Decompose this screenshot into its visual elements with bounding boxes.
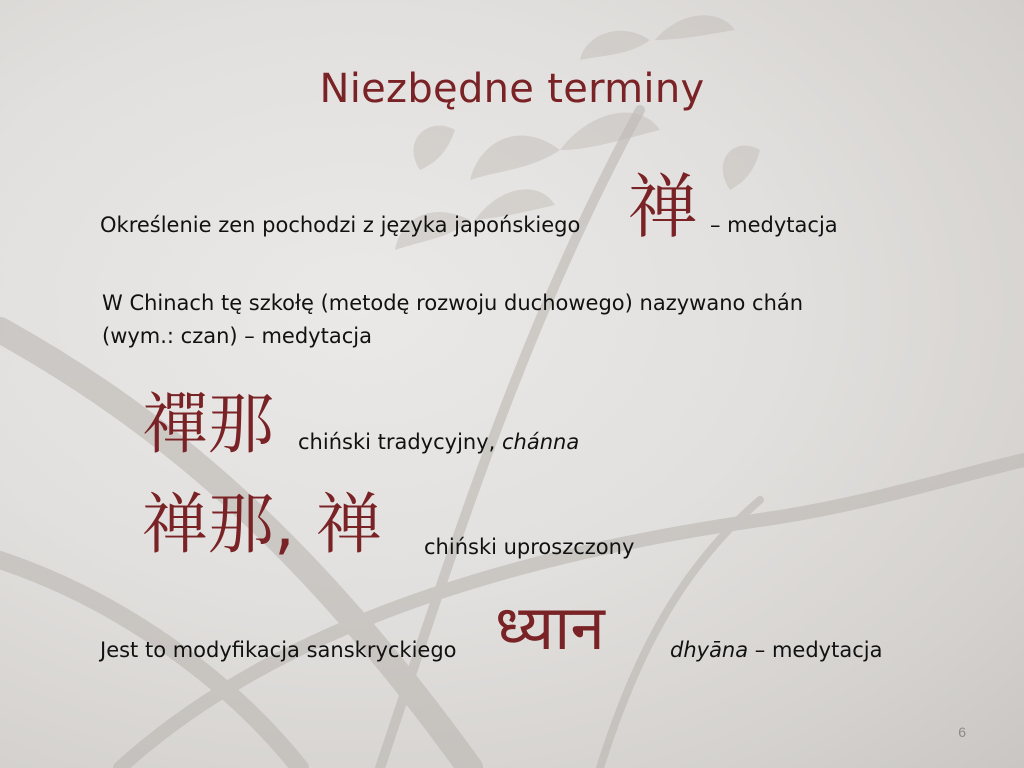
- simplified-chinese-glyphs: 禅那, 禅: [142, 486, 382, 563]
- sanskrit-meaning-text: – medytacja: [748, 638, 883, 662]
- simplified-chinese-label: chiński uproszczony: [424, 535, 635, 559]
- slide-title: Niezbędne terminy: [319, 66, 705, 112]
- sanskrit-devanagari: ध्यान: [495, 591, 605, 664]
- china-text-line2: (wym.: czan) – medytacja: [102, 324, 372, 348]
- traditional-chinese-glyphs: 禪那: [142, 386, 274, 463]
- china-text-line1: W Chinach tę szkołę (metodę rozwoju duchowego) nazywano chán: [102, 291, 804, 315]
- sanskrit-text: Jest to modyfikacja sanskryckiego: [100, 638, 457, 662]
- zen-kanji: 禅: [628, 166, 698, 248]
- traditional-chinese-label: [298, 430, 579, 454]
- sanskrit-transliteration: dhyāna: [670, 638, 749, 662]
- traditional-chinese-romanization: chánna: [502, 430, 580, 454]
- intro-meaning: – medytacja: [710, 213, 838, 237]
- page-number: 6: [958, 724, 966, 740]
- traditional-chinese-label-text: chiński tradycyjny,: [298, 430, 503, 454]
- intro-text: Określenie zen pochodzi z języka japońskiego: [100, 213, 581, 237]
- sanskrit-meaning: [670, 638, 882, 662]
